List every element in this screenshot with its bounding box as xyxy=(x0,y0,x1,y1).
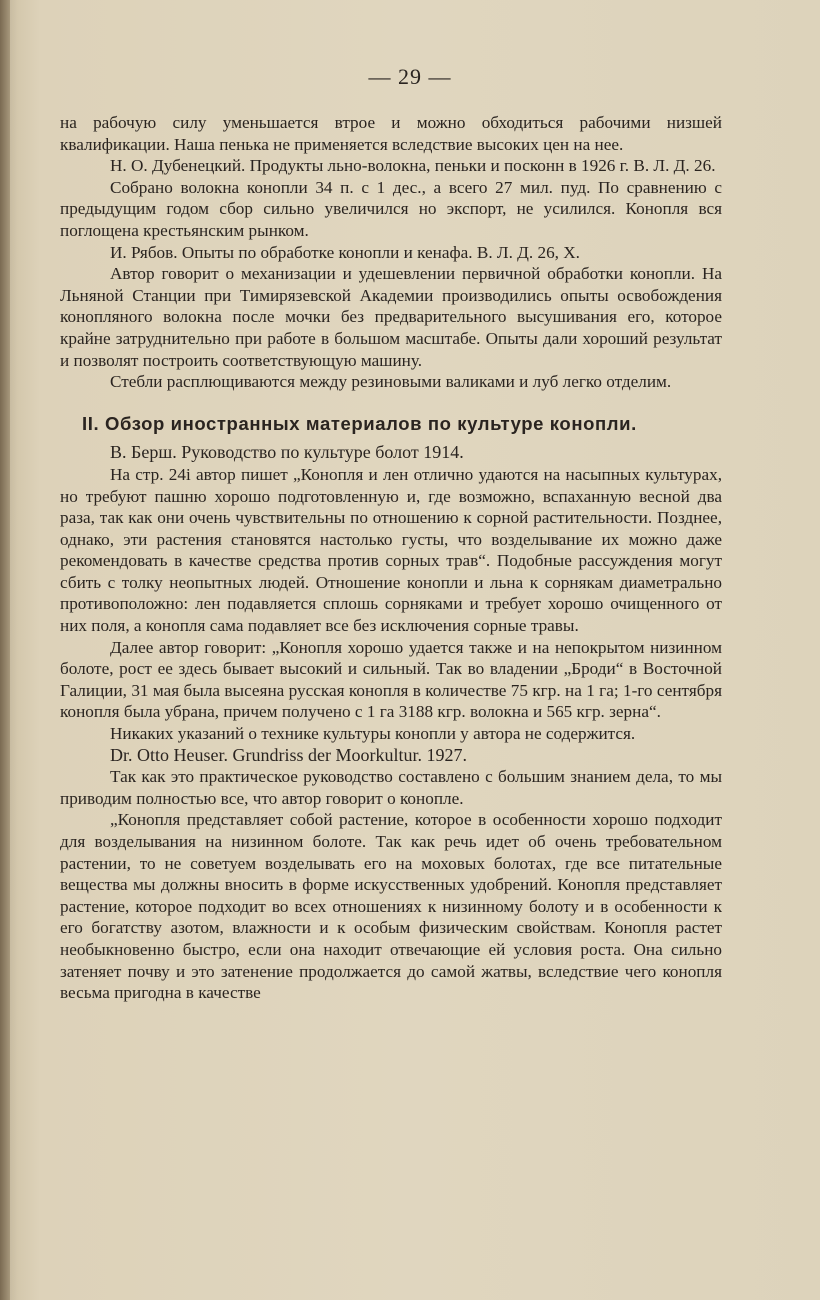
paragraph: Собрано волокна конопли 34 п. с 1 дес., а всего 27 мил. пуд. По сравнению с предыдущим годом сбор сильно увеличился но экспорт, не усилился. Конопля вся поглощена крестьянским рынком. xyxy=(60,177,722,240)
page-number: — 29 — xyxy=(368,64,452,89)
book-spine xyxy=(0,0,10,1300)
section-heading: II. Обзор иностранных материалов по культуре конопли. xyxy=(82,412,637,434)
paragraph: Никаких указаний о технике культуры конопли у автора не содержится. xyxy=(110,724,636,744)
reference-paragraph: Н. О. Дубенецкий. Продукты льно-волокна, пеньки и посконн в 1926 г. В. Л. Д. 26. xyxy=(110,156,716,176)
reference-paragraph: И. Рябов. Опыты по обработке конопли и кенафа. В. Л. Д. 26, X. xyxy=(110,242,580,262)
page-text xyxy=(60,112,722,1004)
paragraph: На стр. 24і автор пишет „Конопля и лен отлично удаются на насыпных культурах, но требуют пашню хорошо подготовленную и, где возможно, вспаханную весной два раза, так как они очень чувствительны по отношению к сорной растительности. Позднее, однако, эти растения становятся настолько густы, что возделывание их можно даже рекомендовать в качестве средства против сорных трав“. Подобные рассуждения могут сбить с толку неопытных людей. Отношение конопли и льна к сорнякам диаметрально противоположно: лен подавляется сплошь сорняками и требует хорошо очищенного от них поля, а конопля сама подавляет все без исключения сорные травы. xyxy=(60,464,722,636)
quote-paragraph: „Конопля представляет собой растение, которое в особенности хорошо подходит для возделывания на низинном болоте. Так как речь идет об очень требовательном растении, то не советуем возделывать его на моховых болотах, где все питательные вещества мы должны вносить в форме искусственных удобрений. Конопля представляет растение, которое подходит во всех отношениях к низинному болоту и в особенности к его богатству азотом, влажности и к особым физическим свойствам. Конопля растет необыкновенно быстро, если она находит отвечающие ей условия роста. Она сильно затеняет почву и это затенение продолжается до самой жатвы, вследствие чего конопля весьма пригодна в качестве xyxy=(60,810,722,1003)
reference-paragraph: В. Берш. Руководство по культуре болот 1914. xyxy=(110,442,464,463)
reference-paragraph: Dr. Otto Heuser. Grundriss der Moorkultur. 1927. xyxy=(110,744,467,765)
paragraph: Автор говорит о механизации и удешевлении первичной обработки конопли. На Льняной Станции при Тимирязевской Академии производились опыты освобождения конопляного волокна после мочки без предварительного высушивания его, которое крайне затруднительно при работе в большом масштабе. Опыты дали хороший результат и позволят построить соответствующую машину. xyxy=(60,264,722,370)
paragraph: на рабочую силу уменьшается втрое и можно обходиться рабочими низшей квалификации. Наша пенька не применяется вследствие высоких цен на нее. xyxy=(60,113,722,154)
paragraph: Так как это практическое руководство составлено с большим знанием дела, то мы приводим полностью все, что автор говорит о конопле. xyxy=(60,767,722,808)
paragraph: Стебли расплющиваются между резиновыми валиками и луб легко отделим. xyxy=(110,372,672,392)
paragraph: Далее автор говорит: „Конопля хорошо удается также и на непокрытом низинном болоте, рост ее здесь бывает высокий и сильный. Так во владении „Броди“ в Восточной Галиции, 31 мая была высеяна русская конопля в количестве 75 кгр. на 1 га; 1-го сентября конопля была убрана, причем получено с 1 га 3188 кгр. волокна и 565 кгр. зерна“. xyxy=(60,637,722,722)
